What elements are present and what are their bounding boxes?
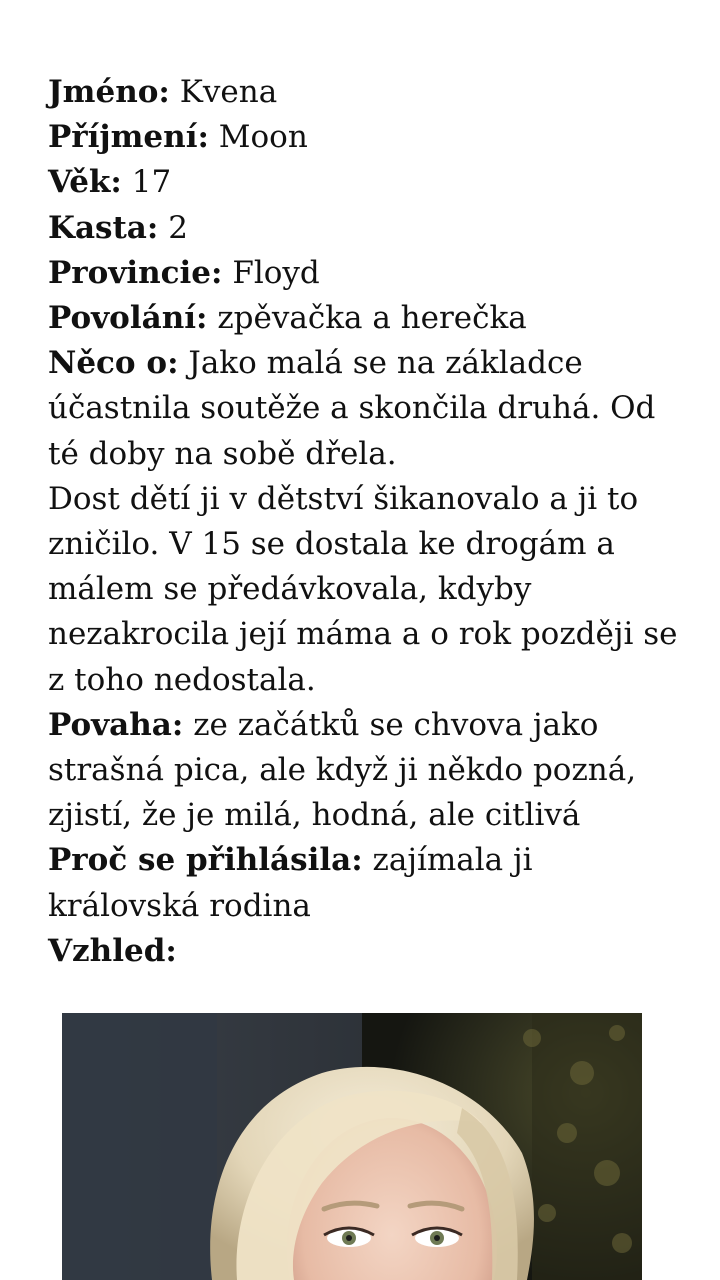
reason-label: Proč se přihlásila: (48, 842, 363, 879)
occupation-line (48, 296, 688, 341)
portrait-image (62, 1013, 642, 1280)
province-label: Provincie: (48, 254, 223, 291)
province-line (48, 251, 688, 296)
surname-line (48, 115, 688, 160)
occupation-value: zpěvačka a herečka (217, 300, 527, 337)
caste-value: 2 (168, 209, 188, 246)
about-label: Něco o: (48, 345, 179, 382)
about-value-1: Jako malá se na základce účastnila soutěže a skončila druhá. Od té doby na sobě dřela. (48, 345, 656, 472)
surname-label: Příjmení: (48, 119, 209, 156)
occupation-label: Povolání: (48, 300, 208, 337)
surname-value: Moon (218, 119, 308, 156)
personality-value: ze začátků se chvova jako strašná pica, ale když ji někdo pozná, zjistí, že je milá, hodná, ale citlivá (48, 706, 637, 834)
age-value: 17 (131, 164, 172, 201)
appearance-photo (62, 1013, 642, 1280)
personality-paragraph (48, 703, 688, 839)
name-label: Jméno: (48, 74, 170, 110)
age-label: Věk: (48, 164, 122, 201)
appearance-line (48, 929, 688, 974)
personality-label: Povaha: (48, 706, 184, 743)
about-value-2: Dost dětí ji v dětství šikanovalo a ji to zničilo. V 15 se dostala ke drogám a málem se předávkovala, kdyby nezakrocila její máma a o rok později se z toho nedostala. (48, 480, 678, 698)
name-value: Kvena (179, 74, 278, 110)
about-paragraph (48, 341, 688, 477)
reason-value: zajímala ji královská rodina (48, 842, 533, 924)
age-line (48, 160, 688, 205)
about-paragraph-2 (48, 477, 688, 703)
caste-label: Kasta: (48, 209, 159, 246)
profile-text (48, 70, 688, 974)
reason-paragraph (48, 838, 688, 928)
caste-line (48, 206, 688, 251)
province-value: Floyd (232, 254, 320, 291)
appearance-label: Vzhled: (48, 932, 177, 969)
name-line (48, 70, 688, 115)
